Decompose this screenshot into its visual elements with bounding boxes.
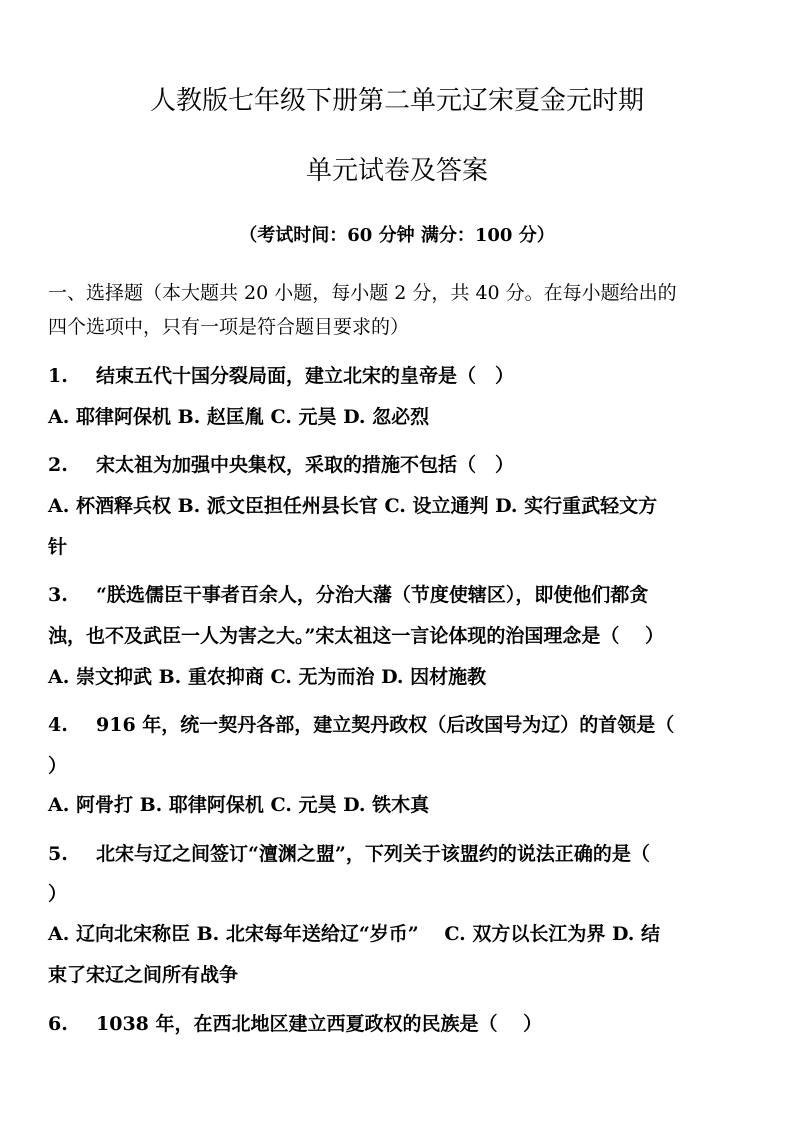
section-heading-line-1: 一、选择题（本大题共 20 小题，每小题 2 分，共 40 分。在每小题给出的 (48, 282, 677, 304)
section-heading-line-2: 四个选项中，只有一项是符合题目要求的） (48, 316, 410, 338)
question-number: 3. (48, 584, 68, 606)
question-1-stem (48, 367, 748, 386)
question-2-stem (48, 456, 748, 475)
document-title-line-1: 人教版七年级下册第二单元辽宋夏金元时期 (149, 86, 644, 116)
question-text: 北宋与辽之间签订“澶渊之盟”，下列关于该盟约的说法正确的是（ (96, 843, 650, 865)
question-3-stem-line-2: 浊，也不及武臣一人为害之大。”宋太祖这一言论体现的治国理念是（ ） (48, 625, 665, 647)
question-number: 5. (48, 843, 68, 865)
question-2-options-line-1: A. 杯酒释兵权 B. 派文臣担任州县长官 C. 设立通判 D. 实行重武轻文方 (48, 495, 658, 517)
question-5-stem (48, 845, 748, 864)
question-4-stem (48, 716, 748, 735)
question-5-options-line-2: 束了宋辽之间所有战争 (48, 964, 239, 986)
exam-info: （考试时间：60 分钟 满分：100 分） (239, 225, 555, 246)
question-1-options: A. 耶律阿保机 B. 赵匡胤 C. 元昊 D. 忽必烈 (48, 406, 430, 428)
question-text: “朕选儒臣干事者百余人，分治大藩（节度使辖区），即使他们都贪 (96, 584, 649, 606)
question-number: 1. (48, 365, 68, 387)
question-6-stem (48, 1015, 748, 1034)
question-number: 4. (48, 714, 68, 736)
document-title-line-2: 单元试卷及答案 (305, 156, 488, 186)
question-2-options-line-2: 针 (48, 536, 68, 558)
question-4-options: A. 阿骨打 B. 耶律阿保机 C. 元昊 D. 铁木真 (48, 794, 430, 816)
question-text: 结束五代十国分裂局面，建立北宋的皇帝是（ ） (96, 365, 515, 387)
question-5-options-line-1: A. 辽向北宋称臣 B. 北宋每年送给辽“岁币” C. 双方以长江为界 D. 结 (48, 923, 661, 945)
question-5-stem-line-2: ） (48, 883, 68, 905)
question-3-options: A. 崇文抑武 B. 重农抑商 C. 无为而治 D. 因材施教 (48, 666, 487, 688)
question-4-stem-line-2: ） (48, 755, 68, 777)
question-number: 2. (48, 454, 68, 476)
question-3-stem (48, 586, 748, 605)
question-text: 1038 年，在西北地区建立西夏政权的民族是（ ） (96, 1013, 543, 1035)
question-text: 宋太祖为加强中央集权，采取的措施不包括（ ） (96, 454, 515, 476)
question-text: 916 年，统一契丹各部，建立契丹政权（后改国号为辽）的首领是（ (96, 714, 675, 736)
question-number: 6. (48, 1013, 68, 1035)
